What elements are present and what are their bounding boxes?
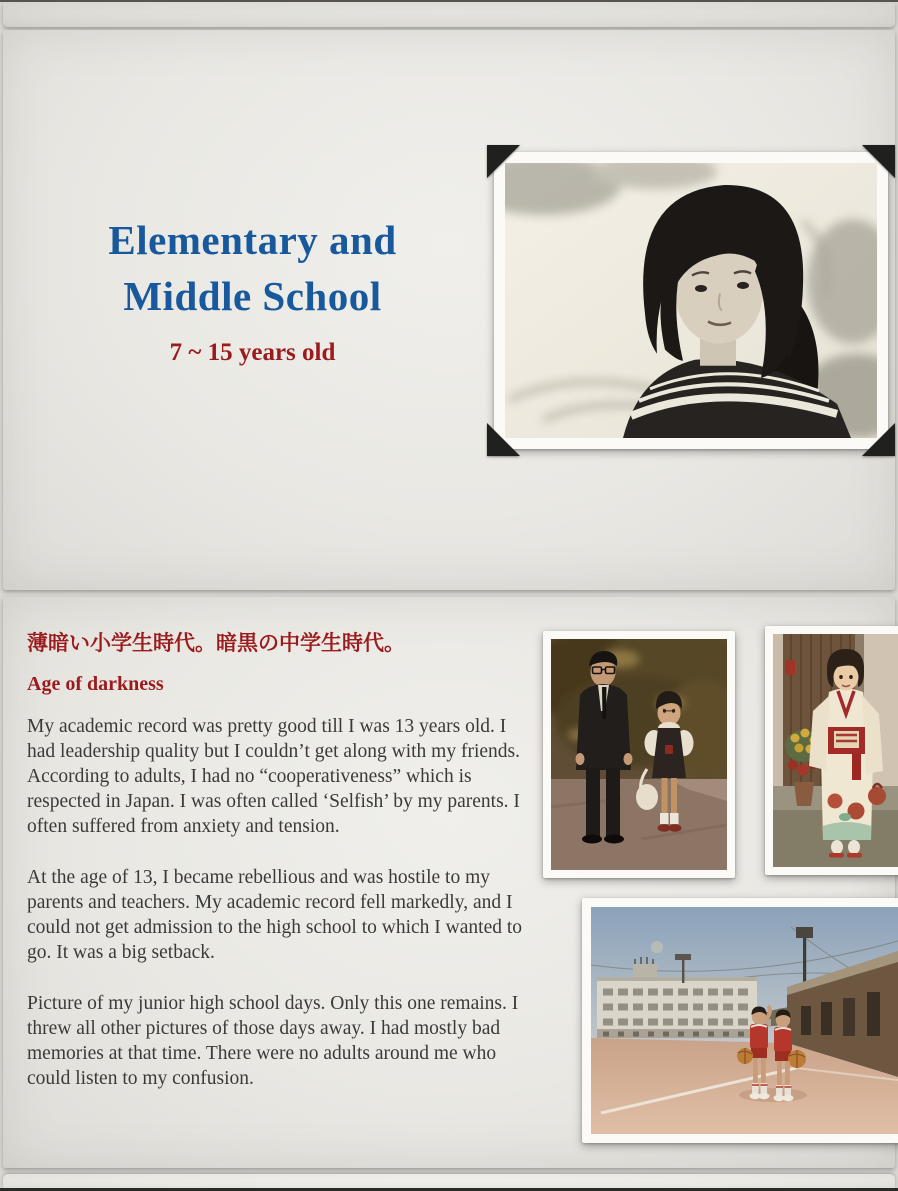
- body-paragraph: Picture of my junior high school days. Only this one remains. I threw all other pictures of those days away. I had mostly bad memories at that time. There were no adults around me who could listen to my confusion.: [27, 993, 519, 1089]
- title-block: [40, 212, 465, 367]
- father-daughter-photo: [543, 631, 735, 878]
- body-paragraph: At the age of 13, I became rebellious and was hostile to my parents and teachers. My academic record fell markedly, and I could not get admission to the high school to which I wanted to go. It was a big setback.: [27, 867, 523, 963]
- portrait-photo: [494, 152, 888, 449]
- kimono-photo-image: [773, 634, 898, 867]
- kimono-photo: [765, 626, 898, 875]
- viewport-top-edge: [0, 0, 898, 2]
- next-slide-edge: [3, 1174, 895, 1188]
- father-daughter-photo-image: [551, 639, 727, 870]
- photo-corner-mount-icon: [487, 423, 520, 456]
- english-heading: Age of darkness: [27, 673, 164, 695]
- slide-title-page: [3, 30, 895, 590]
- body-paragraph: My academic record was pretty good till I was 13 years old. I had leadership quality but I couldn’t get along with my friends. According to adults, I had no “cooperativeness” which is respected in Japan. I was often called ‘Selfish’ by my parents. I often suffered from anxiety and tension.: [27, 716, 520, 837]
- kimono-illustration: [773, 634, 898, 867]
- schoolyard-photo-image: [591, 907, 898, 1134]
- portrait-illustration: [505, 163, 877, 438]
- japanese-heading: 薄暗い小学生時代。暗黒の中学生時代。: [27, 631, 405, 655]
- schoolyard-illustration: [591, 907, 898, 1134]
- portrait-photo-image: [505, 163, 877, 438]
- photo-corner-mount-icon: [862, 423, 895, 456]
- photo-corner-mount-icon: [862, 145, 895, 178]
- slide-title-line1: Elementary and: [108, 217, 397, 263]
- slide-title-line2: Middle School: [123, 273, 382, 319]
- father-daughter-illustration: [551, 639, 727, 870]
- slide-age-of-darkness: [3, 597, 895, 1168]
- previous-slide-edge: [3, 2, 895, 27]
- slide-subtitle-age-range: 7 ~ 15 years old: [169, 339, 336, 366]
- schoolyard-photo: [582, 898, 898, 1143]
- slide-deck-canvas: [0, 2, 898, 1188]
- photo-corner-mount-icon: [487, 145, 520, 178]
- body-text-column: [27, 714, 529, 1117]
